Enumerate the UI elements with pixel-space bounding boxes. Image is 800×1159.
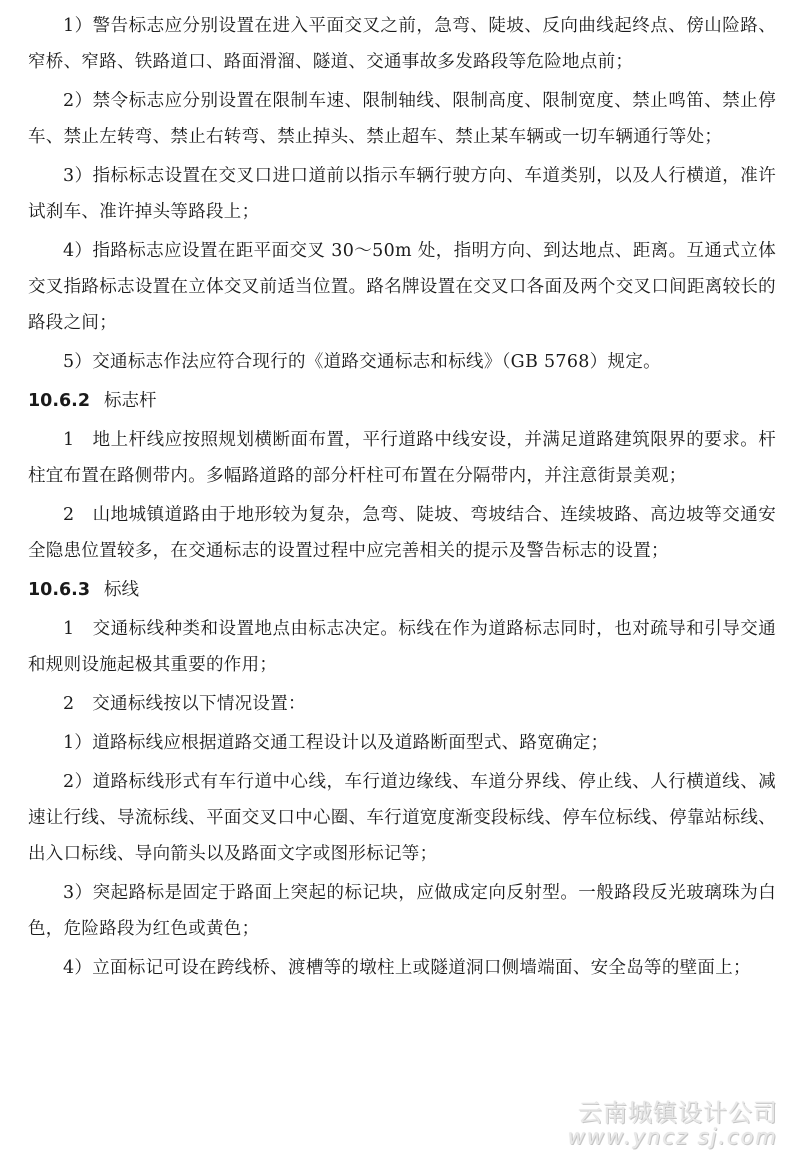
document-page xyxy=(28,8,776,989)
paragraph-vertical-markings: 4）立面标记可设在跨线桥、渡槽等的墩柱上或隧道洞口侧墙端面、安全岛等的壁面上； xyxy=(63,958,751,978)
paragraph-guide-signs: 4）指路标志应设置在距平面交叉 30～50m 处，指明方向、到达地点、距离。互通式立体交叉指路标志设置在立体交叉前适当位置。路名牌设置在交叉口各面及两个交叉口间距离较长的路段之间； xyxy=(28,241,776,333)
watermark xyxy=(568,1100,778,1149)
paragraph-prohibition-signs: 2）禁令标志应分别设置在限制车速、限制轴线、限制高度、限制宽度、禁止鸣笛、禁止停车、禁止左转弯、禁止右转弯、禁止掉头、禁止超车、禁止某车辆或一切车辆通行等处； xyxy=(28,91,776,147)
paragraph-indication-signs: 3）指标标志设置在交叉口进口道前以指示车辆行驶方向、车道类别，以及人行横道，准许试刹车、准许掉头等路段上； xyxy=(28,166,776,222)
watermark-company-name: 云南城镇设计公司 xyxy=(578,1098,778,1127)
paragraph-marking-forms: 2）道路标线形式有车行道中心线，车行道边缘线、车道分界线、停止线、人行横道线、减速让行线、导流标线、平面交叉口中心圈、车行道宽度渐变段标线、停车位标线、停靠站标线、出入口标线、导向箭头以及路面文字或图形标记等； xyxy=(28,772,776,864)
paragraph-pole-layout: 1 地上杆线应按照规划横断面布置，平行道路中线安设，并满足道路建筑限界的要求。杆柱宜布置在路侧带内。多幅路道路的部分杆柱可布置在分隔带内，并注意街景美观； xyxy=(28,430,776,486)
watermark-url: www.yncz sj.com xyxy=(567,1124,778,1149)
paragraph-warning-signs: 1）警告标志应分别设置在进入平面交叉之前，急弯、陡坡、反向曲线起终点、傍山险路、窄桥、窄路、铁路道口、路面滑溜、隧道、交通事故多发路段等危险地点前； xyxy=(28,16,776,72)
paragraph-marking-basis: 1）道路标线应根据道路交通工程设计以及道路断面型式、路宽确定； xyxy=(63,733,609,753)
section-number: 10.6.3 xyxy=(28,580,91,600)
paragraph-raised-markers: 3）突起路标是固定于路面上突起的标记块，应做成定向反射型。一般路段反光玻璃珠为白色，危险路段为红色或黄色； xyxy=(28,883,776,939)
section-number: 10.6.2 xyxy=(28,391,91,411)
section-heading-sign-poles xyxy=(28,383,776,419)
section-heading-markings xyxy=(28,572,776,608)
paragraph-mountain-roads: 2 山地城镇道路由于地形较为复杂，急弯、陡坡、弯坡结合、连续坡路、高边坡等交通安全隐患位置较多，在交通标志的设置过程中应完善相关的提示及警告标志的设置； xyxy=(28,505,776,561)
paragraph-marking-types: 1 交通标线种类和设置地点由标志决定。标线在作为道路标志同时，也对疏导和引导交通和规则设施起极其重要的作用； xyxy=(28,619,776,675)
section-title: 标志杆 xyxy=(104,391,157,411)
paragraph-marking-setup: 2 交通标线按以下情况设置： xyxy=(63,694,306,714)
paragraph-sign-standard: 5）交通标志作法应符合现行的《道路交通标志和标线》（GB 5768）规定。 xyxy=(63,352,661,372)
section-title: 标线 xyxy=(104,580,140,600)
